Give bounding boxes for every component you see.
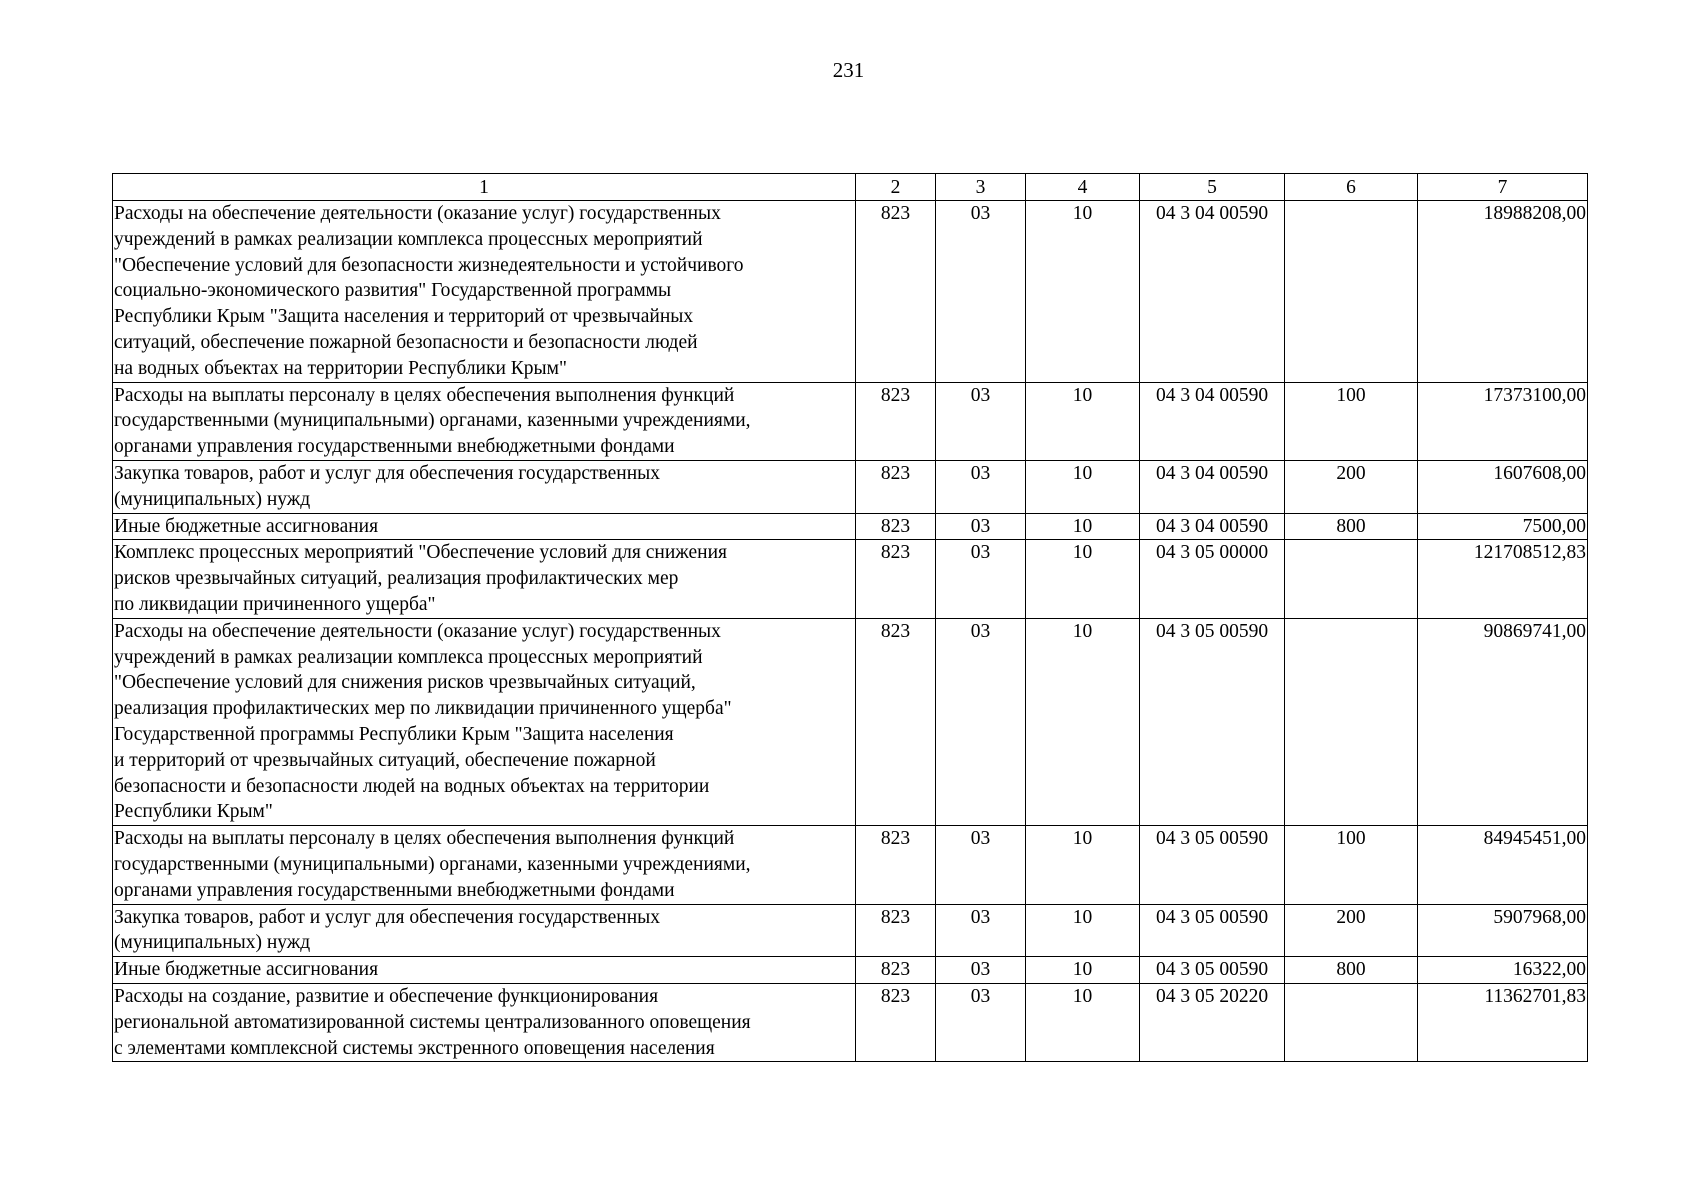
row-amount: 18988208,00 xyxy=(1418,201,1588,383)
row-target-article: 04 3 05 00000 xyxy=(1140,540,1285,618)
row-expense-type: 800 xyxy=(1285,513,1418,540)
table-row xyxy=(113,513,1588,540)
header-col-3: 3 xyxy=(936,174,1026,201)
row-expense-type: 100 xyxy=(1285,826,1418,904)
table-row xyxy=(113,904,1588,957)
row-target-article: 04 3 04 00590 xyxy=(1140,382,1285,460)
row-section: 03 xyxy=(936,983,1026,1061)
row-expense-type: 200 xyxy=(1285,460,1418,513)
row-amount: 90869741,00 xyxy=(1418,618,1588,825)
row-subsection: 10 xyxy=(1026,201,1140,383)
row-section: 03 xyxy=(936,826,1026,904)
row-subsection: 10 xyxy=(1026,983,1140,1061)
row-subsection: 10 xyxy=(1026,513,1140,540)
row-expense-type xyxy=(1285,540,1418,618)
row-subsection: 10 xyxy=(1026,540,1140,618)
header-col-6: 6 xyxy=(1285,174,1418,201)
row-name: Расходы на выплаты персоналу в целях обеспечения выполнения функций государственными (муниципальными) органами, казенными учреждениями, органами управления государственными внебюджетными фондами xyxy=(113,382,856,460)
row-subsection: 10 xyxy=(1026,904,1140,957)
row-amount: 121708512,83 xyxy=(1418,540,1588,618)
row-section: 03 xyxy=(936,904,1026,957)
row-section: 03 xyxy=(936,957,1026,984)
row-amount: 1607608,00 xyxy=(1418,460,1588,513)
header-col-1: 1 xyxy=(113,174,856,201)
row-ministry-code: 823 xyxy=(856,460,936,513)
row-ministry-code: 823 xyxy=(856,983,936,1061)
table-row xyxy=(113,983,1588,1061)
row-section: 03 xyxy=(936,382,1026,460)
row-target-article: 04 3 04 00590 xyxy=(1140,460,1285,513)
row-amount: 11362701,83 xyxy=(1418,983,1588,1061)
row-subsection: 10 xyxy=(1026,460,1140,513)
row-expense-type xyxy=(1285,618,1418,825)
header-row xyxy=(113,174,1588,201)
row-target-article: 04 3 05 00590 xyxy=(1140,826,1285,904)
table-row xyxy=(113,540,1588,618)
row-amount: 7500,00 xyxy=(1418,513,1588,540)
row-ministry-code: 823 xyxy=(856,904,936,957)
row-name: Расходы на обеспечение деятельности (оказание услуг) государственных учреждений в рамках реализации комплекса процессных мероприятий "Обеспечение условий для снижения рисков чрезвычайных ситуаций, реализация профилактических мер по ликвидации причиненного ущерба" Государственной программы Республики Крым "Защита населения и территорий от чрезвычайных ситуаций, обеспечение пожарной безопасности и безопасности людей на водных объектах на территории Республики Крым" xyxy=(113,618,856,825)
table-row xyxy=(113,460,1588,513)
row-section: 03 xyxy=(936,460,1026,513)
row-name: Расходы на выплаты персоналу в целях обеспечения выполнения функций государственными (муниципальными) органами, казенными учреждениями, органами управления государственными внебюджетными фондами xyxy=(113,826,856,904)
row-subsection: 10 xyxy=(1026,957,1140,984)
row-expense-type xyxy=(1285,201,1418,383)
header-col-7: 7 xyxy=(1418,174,1588,201)
row-name: Расходы на создание, развитие и обеспечение функционирования региональной автоматизированной системы централизованного оповещения с элементами комплексной системы экстренного оповещения населения xyxy=(113,983,856,1061)
row-amount: 17373100,00 xyxy=(1418,382,1588,460)
row-ministry-code: 823 xyxy=(856,513,936,540)
row-ministry-code: 823 xyxy=(856,201,936,383)
row-subsection: 10 xyxy=(1026,382,1140,460)
row-target-article: 04 3 05 00590 xyxy=(1140,957,1285,984)
table-row xyxy=(113,957,1588,984)
header-col-4: 4 xyxy=(1026,174,1140,201)
row-section: 03 xyxy=(936,618,1026,825)
row-subsection: 10 xyxy=(1026,826,1140,904)
row-section: 03 xyxy=(936,201,1026,383)
row-subsection: 10 xyxy=(1026,618,1140,825)
row-expense-type: 100 xyxy=(1285,382,1418,460)
table-row xyxy=(113,826,1588,904)
header-col-5: 5 xyxy=(1140,174,1285,201)
row-target-article: 04 3 05 20220 xyxy=(1140,983,1285,1061)
table-row xyxy=(113,382,1588,460)
page-number: 231 xyxy=(832,58,865,82)
row-section: 03 xyxy=(936,513,1026,540)
row-ministry-code: 823 xyxy=(856,382,936,460)
row-ministry-code: 823 xyxy=(856,826,936,904)
row-name: Закупка товаров, работ и услуг для обеспечения государственных (муниципальных) нужд xyxy=(113,904,856,957)
table-row xyxy=(113,201,1588,383)
row-name: Закупка товаров, работ и услуг для обеспечения государственных (муниципальных) нужд xyxy=(113,460,856,513)
row-name: Расходы на обеспечение деятельности (оказание услуг) государственных учреждений в рамках реализации комплекса процессных мероприятий "Обеспечение условий для безопасности жизнедеятельности и устойчивого социально-экономического развития" Государственной программы Республики Крым "Защита населения и территорий от чрезвычайных ситуаций, обеспечение пожарной безопасности и безопасности людей на водных объектах на территории Республики Крым" xyxy=(113,201,856,383)
row-target-article: 04 3 04 00590 xyxy=(1140,513,1285,540)
row-ministry-code: 823 xyxy=(856,540,936,618)
row-target-article: 04 3 05 00590 xyxy=(1140,904,1285,957)
row-name: Иные бюджетные ассигнования xyxy=(113,513,856,540)
row-target-article: 04 3 04 00590 xyxy=(1140,201,1285,383)
row-expense-type xyxy=(1285,983,1418,1061)
row-ministry-code: 823 xyxy=(856,957,936,984)
header-col-2: 2 xyxy=(856,174,936,201)
row-amount: 84945451,00 xyxy=(1418,826,1588,904)
row-amount: 16322,00 xyxy=(1418,957,1588,984)
row-section: 03 xyxy=(936,540,1026,618)
row-name: Комплекс процессных мероприятий "Обеспечение условий для снижения рисков чрезвычайных ситуаций, реализация профилактических мер по ликвидации причиненного ущерба" xyxy=(113,540,856,618)
row-expense-type: 200 xyxy=(1285,904,1418,957)
row-expense-type: 800 xyxy=(1285,957,1418,984)
row-ministry-code: 823 xyxy=(856,618,936,825)
table-row xyxy=(113,618,1588,825)
budget-table xyxy=(112,173,1588,1062)
row-target-article: 04 3 05 00590 xyxy=(1140,618,1285,825)
row-amount: 5907968,00 xyxy=(1418,904,1588,957)
row-name: Иные бюджетные ассигнования xyxy=(113,957,856,984)
